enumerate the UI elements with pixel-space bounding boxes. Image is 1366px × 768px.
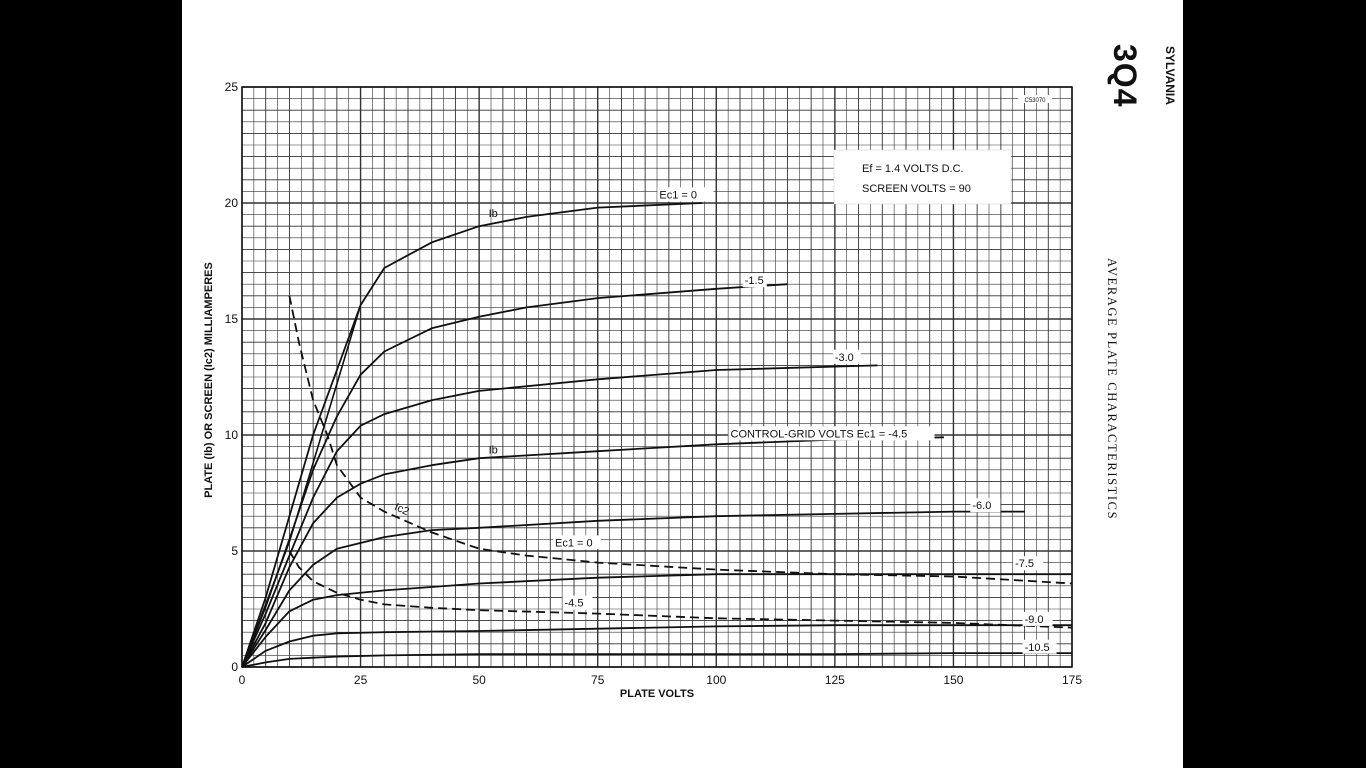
x-tick-label: 100 <box>706 673 727 687</box>
condition-text: Ef = 1.4 VOLTS D.C. <box>862 163 964 175</box>
series-label-minus-9-0: -9.0 <box>1024 613 1044 626</box>
series-label-minus-6-0: -6.0 <box>972 500 992 513</box>
datasheet-page <box>182 0 1183 768</box>
drawing-id: C53070 <box>1024 98 1046 104</box>
condition-text: SCREEN VOLTS = 90 <box>862 183 971 195</box>
brand-name: SYLVANIA <box>1163 46 1177 105</box>
chart-title: AVERAGE PLATE CHARACTERISTICS <box>1105 258 1119 521</box>
side-title-box <box>1100 255 1130 545</box>
sylvania-3q4-logo <box>1100 40 1180 110</box>
conditions-box <box>834 150 1011 204</box>
x-tick-label: 125 <box>824 673 845 687</box>
y-tick-label: 10 <box>224 428 238 442</box>
series-label-minus-1-5: -1.5 <box>744 275 764 288</box>
plate-characteristics-chart <box>182 0 1183 768</box>
y-tick-label: 25 <box>224 80 238 94</box>
x-tick-label: 175 <box>1061 673 1083 687</box>
series-label-minus-10-5: -10.5 <box>1024 641 1050 654</box>
ib-label-upper: Ib <box>488 207 498 220</box>
x-tick-label: 0 <box>238 673 246 687</box>
ic2-label-ec1-0: Ec1 = 0 <box>555 537 593 550</box>
tube-type: 3Q4 <box>1107 44 1143 108</box>
ib-label-lower: Ib <box>488 444 498 457</box>
x-tick-label: 50 <box>472 673 486 687</box>
y-axis-label: PLATE (Ib) OR SCREEN (Ic2) MILLIAMPERES <box>203 262 215 498</box>
x-tick-label: 150 <box>943 673 964 687</box>
series-label-minus-7-5: -7.5 <box>1015 558 1035 571</box>
ic2-label: Ic2 <box>392 501 411 519</box>
series-label-ec1-0: Ec1 = 0 <box>659 189 697 202</box>
series-label-minus-3-0: -3.0 <box>834 351 854 364</box>
x-tick-label: 75 <box>591 673 605 687</box>
x-tick-label: 25 <box>353 673 368 687</box>
y-tick-label: 15 <box>224 312 238 326</box>
y-tick-label: 20 <box>224 196 238 210</box>
ic2-label-minus-4-5: -4.5 <box>564 597 584 610</box>
control-grid-label: CONTROL-GRID VOLTS Ec1 = -4.5 <box>730 428 908 441</box>
y-tick-label: 5 <box>231 544 238 558</box>
x-axis-label: PLATE VOLTS <box>619 688 695 700</box>
y-tick-label: 0 <box>231 660 238 674</box>
